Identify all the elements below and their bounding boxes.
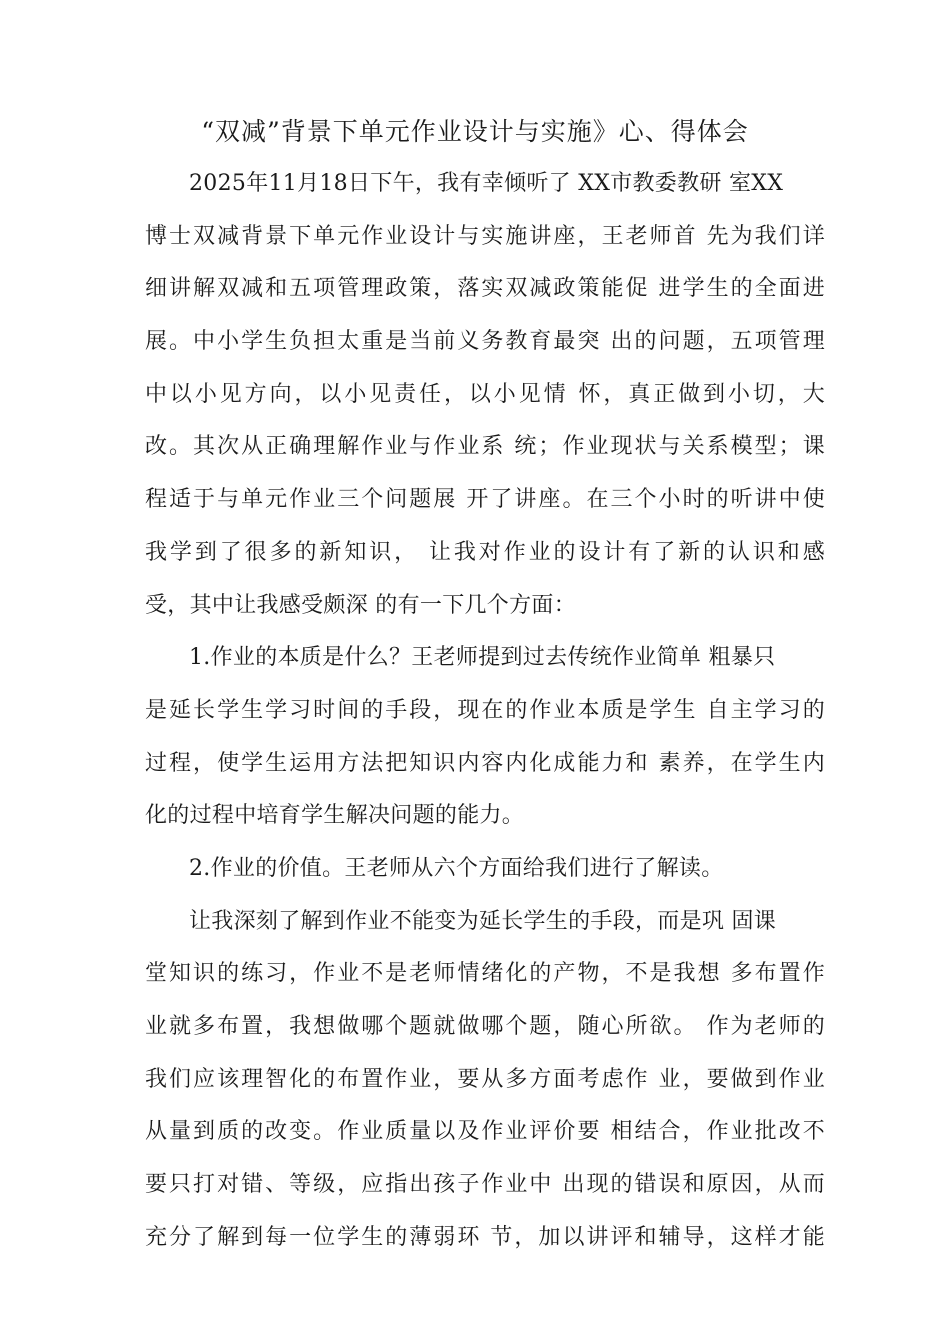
paragraph-line: 要只打对错、等级，应指出孩子作业中 出现的错误和原因，从而 <box>145 1172 825 1198</box>
paragraph-line: 过程，使学生运用方法把知识内容内化成能力和 素养，在学生内 <box>145 750 825 776</box>
paragraph-line: 细讲解双减和五项管理政策，落实双减政策能促 进学生的全面进 <box>145 276 825 302</box>
paragraph-line: 程适于与单元作业三个问题展 开了讲座。在三个小时的听讲中使 <box>145 487 825 513</box>
paragraph-line: 从量到质的改变。作业质量以及作业评价要 相结合，作业批改不 <box>145 1119 825 1145</box>
paragraph-line: 充分了解到每一位学生的薄弱环 节，加以讲评和辅导，这样才能 <box>145 1224 825 1250</box>
paragraph-line: 2.作业的价值。王老师从六个方面给我们进行了解读。 <box>189 855 724 881</box>
paragraph-line: 化的过程中培育学生解决问题的能力。 <box>145 803 525 829</box>
paragraph-line: 展。中小学生负担太重是当前义务教育最突 出的问题，五项管理 <box>145 329 825 355</box>
paragraph-line: 受，其中让我感受颇深 的有一下几个方面： <box>145 592 576 618</box>
paragraph-line: 2025年11月18日下午，我有幸倾听了 XX市教委教研 室XX <box>189 171 784 196</box>
document-title: “双减”背景下单元作业设计与实施》心、得体会 <box>201 117 749 146</box>
paragraph-line: 博士双减背景下单元作业设计与实施讲座，王老师首 先为我们详 <box>145 223 825 249</box>
paragraph-line: 1.作业的本质是什么？王老师提到过去传统作业简单 粗暴只 <box>189 645 776 671</box>
paragraph-line: 我学到了很多的新知识， 让我对作业的设计有了新的认识和感 <box>145 539 825 565</box>
document-body <box>145 158 825 1264</box>
paragraph-line: 是延长学生学习时间的手段，现在的作业本质是学生 自主学习的 <box>145 697 825 723</box>
paragraph-line: 业就多布置，我想做哪个题就做哪个题，随心所欲。 作为老师的 <box>145 1014 825 1039</box>
paragraph-line: 我们应该理智化的布置作业，要从多方面考虑作 业，要做到作业 <box>145 1066 825 1092</box>
paragraph-line: 改。其次从正确理解作业与作业系 统；作业现状与关系模型；课 <box>145 434 825 460</box>
paragraph-line: 堂知识的练习，作业不是老师情绪化的产物，不是我想 多布置作 <box>145 961 825 987</box>
paragraph-line: 让我深刻了解到作业不能变为延长学生的手段，而是巩 固课 <box>189 908 777 934</box>
paragraph-line: 中以小见方向，以小见责任，以小见情 怀，真正做到小切，大 <box>145 381 825 407</box>
